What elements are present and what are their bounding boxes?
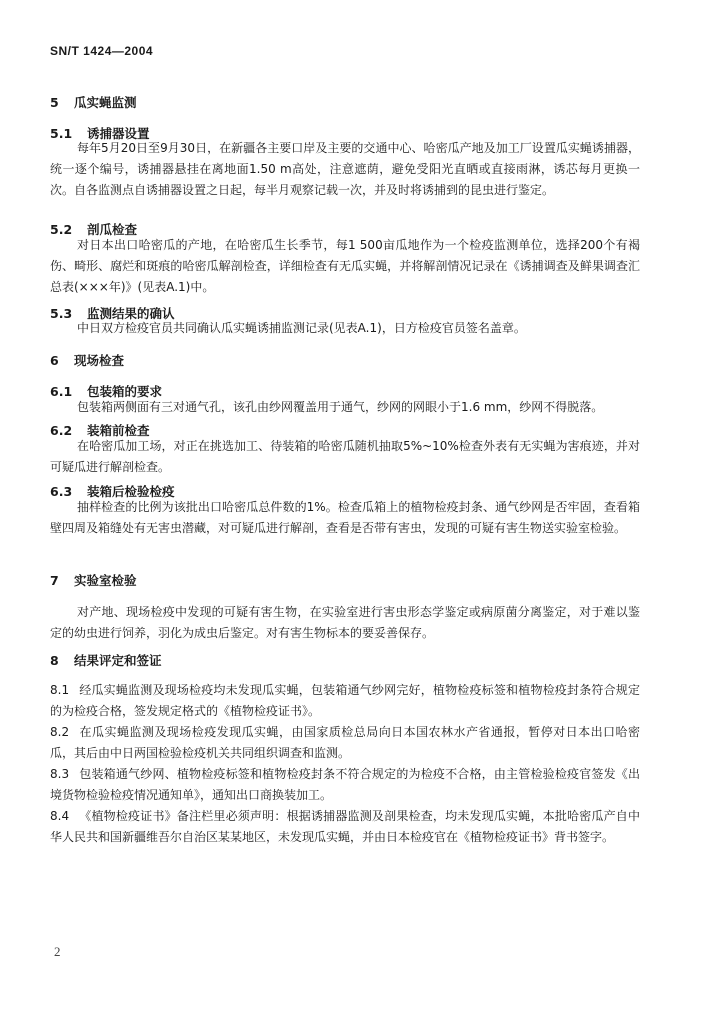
clause-number: 8.4 bbox=[50, 809, 70, 823]
section-title: 装箱前检查 bbox=[87, 423, 150, 438]
section-6-heading bbox=[50, 351, 124, 369]
section-number: 6.2 bbox=[50, 423, 73, 438]
section-title: 实验室检验 bbox=[74, 573, 137, 588]
section-number: 6.3 bbox=[50, 484, 73, 499]
clause-8-2 bbox=[50, 722, 640, 764]
section-title: 装箱后检验检疫 bbox=[87, 484, 175, 499]
section-title: 瓜实蝇监测 bbox=[74, 95, 137, 110]
section-title: 监测结果的确认 bbox=[87, 306, 175, 321]
section-5-1-text: 每年5月20日至9月30日，在新疆各主要口岸及主要的交通中心、哈密瓜产地及加工厂设置瓜实蝇诱捕器，统一逐个编号，诱捕器悬挂在离地面1.50 m高处，注意遮荫，避免受阳光直晒或直接雨淋，诱芯每月更换一次。自各监测点自诱捕器设置之日起，每半月观察记载一次，并及时将诱捕到的昆虫进行鉴定。 bbox=[50, 141, 641, 197]
section-6-1-text: 包装箱两侧面有三对通气孔，该孔由纱网覆盖用于通气，纱网的网眼小于1.6 mm，纱网不得脱落。 bbox=[77, 400, 604, 414]
section-number: 6 bbox=[50, 353, 59, 368]
section-5-heading bbox=[50, 93, 137, 111]
section-5-3-text: 中日双方检疫官员共同确认瓜实蝇诱捕监测记录(见表A.1)，日方检疫官员签名盖章。 bbox=[77, 321, 526, 335]
clause-text: 《植物检疫证书》备注栏里必须声明：根据诱捕器监测及剖果检查，均未发现瓜实蝇，本批哈密瓜产自中华人民共和国新疆维吾尔自治区某某地区，未发现瓜实蝇，并由日本检疫官在《植物检疫证书》背书签字。 bbox=[50, 809, 640, 844]
clause-text: 在瓜实蝇监测及现场检疫发现瓜实蝇，由国家质检总局向日本国农林水产省通报，暂停对日本出口哈密瓜，其后由中日两国检验检疫机关共同组织调查和监测。 bbox=[50, 725, 640, 760]
section-7-text: 对产地、现场检疫中发现的可疑有害生物，在实验室进行害虫形态学鉴定或病原菌分离鉴定，对于难以鉴定的幼虫进行饲养，羽化为成虫后鉴定。对有害生物标本的要妥善保存。 bbox=[50, 605, 640, 640]
section-8-heading bbox=[50, 651, 162, 669]
section-7-heading bbox=[50, 571, 137, 589]
clause-text: 经瓜实蝇监测及现场检疫均未发现瓜实蝇，包装箱通气纱网完好，植物检疫标签和植物检疫封条符合规定的为检疫合格，签发规定格式的《植物检疫证书》。 bbox=[50, 683, 640, 718]
section-6-2-text: 在哈密瓜加工场，对正在挑选加工、待装箱的哈密瓜随机抽取5%~10%检查外表有无实蝇为害痕迹，并对可疑瓜进行解剖检查。 bbox=[50, 439, 640, 474]
clause-8-1 bbox=[50, 680, 640, 722]
section-number: 5.1 bbox=[50, 126, 73, 141]
section-5-2-text: 对日本出口哈密瓜的产地，在哈密瓜生长季节，每1 500亩瓜地作为一个检疫监测单位，选择200个有褐伤、畸形、腐烂和斑痕的哈密瓜解剖检查，详细检查有无瓜实蝇，并将解剖情况记录在《诱捕调查及鲜果调查汇总表(×××年)》(见表A.1)中。 bbox=[50, 238, 640, 294]
page-number: 2 bbox=[54, 944, 61, 959]
section-number: 8 bbox=[50, 653, 59, 668]
section-title: 诱捕器设置 bbox=[87, 126, 150, 141]
section-number: 6.1 bbox=[50, 384, 73, 399]
clause-number: 8.3 bbox=[50, 767, 70, 781]
clause-8-3 bbox=[50, 764, 640, 806]
section-title: 现场检查 bbox=[74, 353, 125, 368]
clause-8-4 bbox=[50, 806, 640, 848]
section-title: 结果评定和签证 bbox=[74, 653, 162, 668]
section-number: 5 bbox=[50, 95, 59, 110]
section-title: 包装箱的要求 bbox=[87, 384, 163, 399]
standard-code: SN/T 1424—2004 bbox=[50, 44, 154, 58]
section-number: 7 bbox=[50, 573, 59, 588]
section-6-3-text: 抽样检查的比例为该批出口哈密瓜总件数的1%。检查瓜箱上的植物检疫封条、通气纱网是否牢固，查看箱壁四周及箱缝处有无害虫潜藏，对可疑瓜进行解剖，查看是否带有害虫，发现的可疑有害生物送实验室检验。 bbox=[50, 500, 640, 535]
section-number: 5.3 bbox=[50, 306, 73, 321]
clause-text: 包装箱通气纱网、植物检疫标签和植物检疫封条不符合规定的为检疫不合格，由主管检验检疫官签发《出境货物检验检疫情况通知单》，通知出口商换装加工。 bbox=[50, 767, 640, 802]
clause-number: 8.2 bbox=[50, 725, 70, 739]
section-number: 5.2 bbox=[50, 222, 73, 237]
clause-number: 8.1 bbox=[50, 683, 70, 697]
section-title: 剖瓜检查 bbox=[87, 222, 138, 237]
